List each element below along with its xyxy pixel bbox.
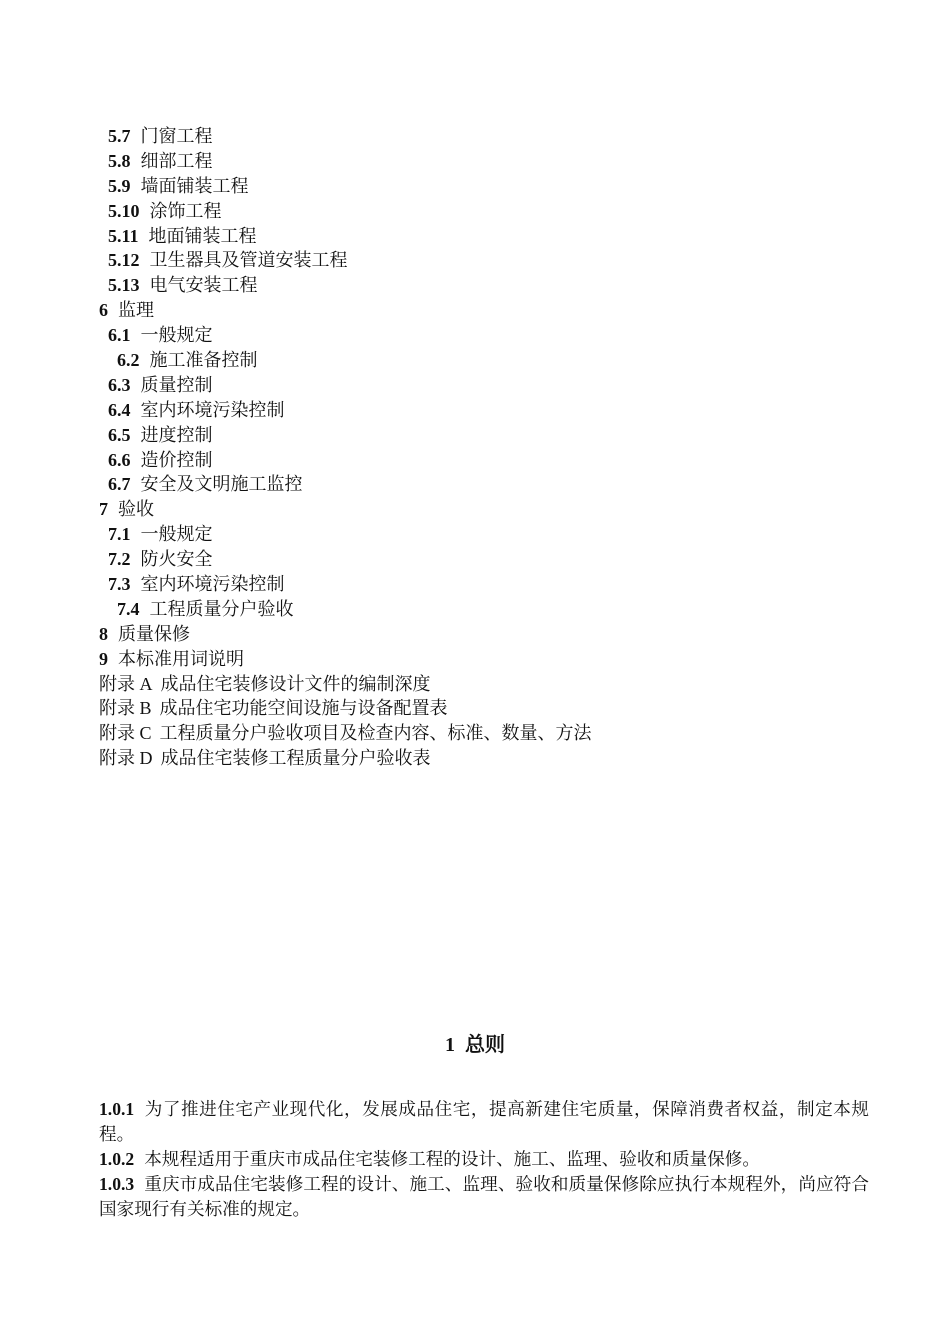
toc-title: 安全及文明施工监控: [140, 474, 303, 495]
toc-number: 6.1: [108, 325, 131, 346]
chapter-heading: [0, 1031, 950, 1059]
toc-title: 本标准用词说明: [118, 648, 244, 669]
toc-number: 6.6: [108, 449, 131, 470]
toc-title: 门窗工程: [140, 126, 213, 146]
toc-item[interactable]: [99, 199, 592, 224]
toc-title: 一般规定: [140, 524, 213, 545]
toc-number: 5.9: [108, 175, 131, 196]
toc-item[interactable]: [99, 174, 592, 199]
clause-number: 1.0.3: [99, 1174, 135, 1194]
toc-title: 一般规定: [140, 325, 213, 346]
toc-item[interactable]: [99, 398, 592, 423]
toc-title: 地面铺装工程: [148, 225, 257, 246]
toc-item[interactable]: [99, 323, 592, 348]
clause-text: 重庆市成品住宅装修工程的设计、施工、监理、验收和质量保修除应执行本规程外，尚应符合国家现行有关标准的规定。: [99, 1174, 869, 1219]
toc-number: 5.13: [108, 275, 140, 296]
toc-title: 施工准备控制: [149, 350, 258, 371]
toc-title: 细部工程: [140, 150, 213, 171]
toc-title: 造价控制: [140, 449, 213, 470]
toc-item[interactable]: [99, 124, 592, 149]
toc-item[interactable]: [99, 597, 592, 622]
toc-item[interactable]: [99, 572, 592, 597]
toc-chapter[interactable]: [99, 647, 592, 672]
clause: [99, 1097, 869, 1147]
toc-item[interactable]: [99, 248, 592, 273]
toc-title: 室内环境污染控制: [140, 574, 285, 595]
toc-number: 6: [99, 300, 108, 321]
toc-number: 5.8: [108, 150, 131, 171]
toc-number: 附录 D: [99, 748, 153, 769]
toc-title: 验收: [118, 499, 154, 520]
toc-number: 7.2: [108, 549, 131, 570]
toc-number: 6.4: [108, 399, 131, 420]
clause-number: 1.0.2: [99, 1149, 135, 1169]
toc-title: 电气安装工程: [149, 275, 258, 296]
clause-text: 为了推进住宅产业现代化，发展成品住宅，提高新建住宅质量，保障消费者权益，制定本规程。: [99, 1099, 869, 1144]
toc-number: 7.1: [108, 524, 131, 545]
toc-number: 7.3: [108, 574, 131, 595]
toc-title: 成品住宅装修设计文件的编制深度: [160, 673, 431, 694]
toc-number: 8: [99, 623, 108, 644]
toc-title: 监理: [118, 300, 154, 321]
table-of-contents: [99, 124, 592, 771]
toc-appendix[interactable]: [99, 672, 592, 697]
toc-chapter[interactable]: [99, 497, 592, 522]
toc-number: 9: [99, 648, 108, 669]
toc-item[interactable]: [99, 224, 592, 249]
chapter-number: 1: [445, 1034, 455, 1056]
toc-title: 成品住宅功能空间设施与设备配置表: [159, 698, 448, 719]
toc-title: 工程质量分户验收: [149, 598, 294, 619]
toc-item[interactable]: [99, 522, 592, 547]
toc-number: 6.2: [117, 350, 140, 371]
clause-text: 本规程适用于重庆市成品住宅装修工程的设计、施工、监理、验收和质量保修。: [144, 1149, 760, 1169]
clauses: [99, 1097, 869, 1222]
toc-title: 质量保修: [118, 623, 190, 644]
chapter-title: 总则: [465, 1034, 505, 1056]
toc-number: 6.7: [108, 474, 131, 495]
toc-title: 室内环境污染控制: [140, 399, 285, 420]
toc-title: 成品住宅装修工程质量分户验收表: [160, 748, 431, 769]
clause: [99, 1172, 869, 1222]
toc-title: 质量控制: [140, 374, 213, 395]
toc-number: 附录 C: [99, 723, 152, 744]
toc-number: 附录 B: [99, 698, 152, 719]
toc-title: 墙面铺装工程: [140, 175, 249, 196]
toc-item[interactable]: [99, 448, 592, 473]
toc-item[interactable]: [99, 423, 592, 448]
toc-chapter[interactable]: [99, 298, 592, 323]
toc-appendix[interactable]: [99, 696, 592, 721]
toc-number: 7: [99, 499, 108, 520]
toc-number: 6.3: [108, 374, 131, 395]
toc-item[interactable]: [99, 149, 592, 174]
toc-item[interactable]: [99, 373, 592, 398]
toc-number: 附录 A: [99, 673, 153, 694]
toc-chapter[interactable]: [99, 622, 592, 647]
toc-number: 5.10: [108, 200, 140, 221]
clause: [99, 1147, 869, 1172]
toc-item[interactable]: [99, 348, 592, 373]
toc-title: 涂饰工程: [149, 200, 222, 221]
toc-title: 防火安全: [140, 549, 213, 570]
toc-appendix[interactable]: [99, 721, 592, 746]
toc-item[interactable]: [99, 547, 592, 572]
toc-appendix[interactable]: [99, 746, 592, 771]
toc-title: 卫生器具及管道安装工程: [149, 250, 348, 271]
toc-number: 5.7: [108, 126, 131, 146]
toc-title: 进度控制: [140, 424, 213, 445]
toc-title: 工程质量分户验收项目及检查内容、标准、数量、方法: [159, 723, 592, 744]
toc-item[interactable]: [99, 273, 592, 298]
toc-item[interactable]: [99, 472, 592, 497]
toc-number: 6.5: [108, 424, 131, 445]
toc-number: 5.11: [108, 225, 139, 246]
toc-number: 5.12: [108, 250, 140, 271]
clause-number: 1.0.1: [99, 1099, 135, 1119]
toc-number: 7.4: [117, 598, 140, 619]
